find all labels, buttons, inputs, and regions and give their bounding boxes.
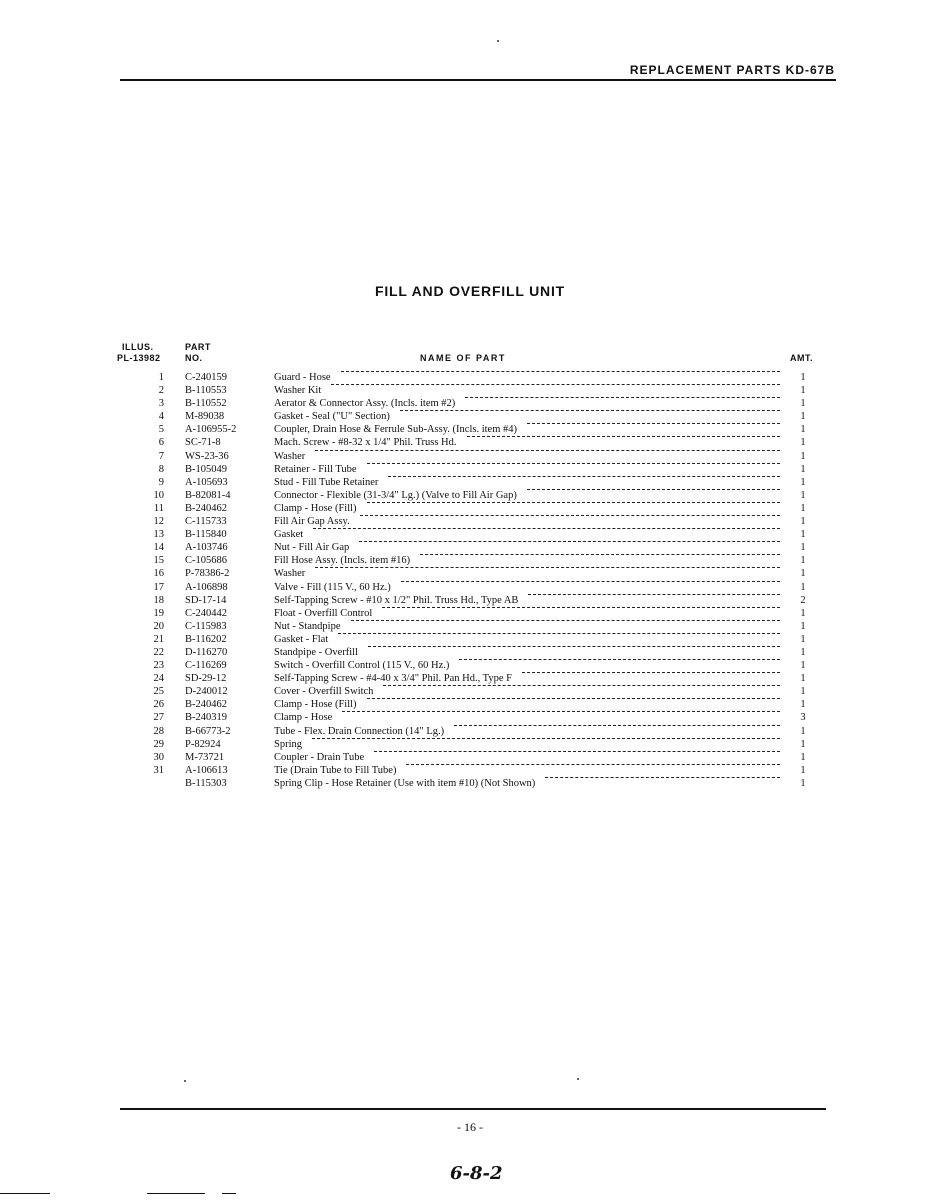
part-amount: 1 (800, 673, 806, 685)
illus-number: 6 (158, 437, 164, 449)
part-amount: 1 (800, 581, 806, 593)
parts-row (0, 607, 947, 620)
parts-row (0, 423, 947, 436)
dash-leader (315, 450, 780, 451)
illus-number: 2 (158, 385, 164, 397)
dash-leader (527, 489, 780, 490)
dash-leader (359, 541, 780, 542)
part-amount: 1 (800, 450, 806, 462)
dash-leader (454, 725, 780, 726)
parts-row (0, 659, 947, 672)
parts-row (0, 489, 947, 502)
part-number: D-240012 (185, 686, 228, 698)
part-amount: 1 (800, 699, 806, 711)
section-title: FILL AND OVERFILL UNIT (374, 283, 565, 299)
parts-row (0, 725, 947, 738)
part-number: D-116270 (185, 646, 228, 658)
part-amount: 1 (800, 529, 806, 541)
dash-leader (382, 607, 780, 608)
part-number: B-82081-4 (185, 489, 231, 501)
illus-column-header: ILLUS. (122, 342, 154, 352)
part-name: Mach. Screw - #8-32 x 1/4" Phil. Truss Hd. (274, 437, 457, 449)
part-amount: 1 (800, 411, 806, 423)
illus-number: 13 (153, 529, 164, 541)
parts-row (0, 567, 947, 580)
part-amount: 1 (800, 437, 806, 449)
part-amount: 1 (800, 502, 806, 514)
part-name: Self-Tapping Screw - #4-40 x 3/4" Phil. Pan Hd., Type F (274, 673, 512, 685)
part-name: Spring Clip - Hose Retainer (Use with item #10) (Not Shown) (274, 777, 536, 789)
part-amount: 1 (800, 633, 806, 645)
part-name: Nut - Standpipe (274, 620, 341, 632)
part-name: Nut - Fill Air Gap (274, 542, 350, 554)
dash-leader (342, 711, 780, 712)
part-amount: 1 (800, 516, 806, 528)
parts-row (0, 410, 947, 423)
part-name: Washer (274, 450, 306, 462)
parts-row (0, 397, 947, 410)
part-number: A-103746 (185, 542, 228, 554)
dash-leader (374, 751, 780, 752)
part-amount: 1 (800, 764, 806, 776)
illus-number: 24 (153, 673, 164, 685)
illus-number: 21 (153, 633, 164, 645)
dash-leader (420, 554, 780, 555)
part-number: B-115840 (185, 529, 227, 541)
dash-leader (315, 567, 780, 568)
part-number: A-105693 (185, 476, 228, 488)
parts-row (0, 515, 947, 528)
illus-number: 8 (158, 463, 164, 475)
dash-leader (465, 397, 780, 398)
part-number: C-115983 (185, 620, 227, 632)
dash-leader (312, 738, 780, 739)
parts-row (0, 698, 947, 711)
part-number: C-115733 (185, 516, 227, 528)
page-number: - 16 - (457, 1120, 483, 1134)
part-name: Coupler - Drain Tube (274, 751, 365, 763)
dash-leader (467, 436, 780, 437)
illus-number: 29 (153, 738, 164, 750)
parts-row (0, 476, 947, 489)
dash-leader (351, 620, 780, 621)
illus-number: 31 (153, 764, 164, 776)
part-number: B-105049 (185, 463, 227, 475)
dash-leader (341, 371, 780, 372)
dash-leader (338, 633, 780, 634)
part-amount: 1 (800, 385, 806, 397)
part-amount: 1 (800, 555, 806, 567)
illus-number: 5 (158, 424, 164, 436)
illus-number: 12 (153, 516, 164, 528)
part-name: Coupler, Drain Hose & Ferrule Sub-Assy. (Incls. item #4) (274, 424, 517, 436)
part-name: Connector - Flexible (31-3/4" Lg.) (Valve to Fill Air Gap) (274, 489, 517, 501)
part-amount: 1 (800, 398, 806, 410)
part-number: A-106613 (185, 764, 228, 776)
scan-edge-marks (0, 1193, 947, 1196)
part-name: Clamp - Hose (Fill) (274, 502, 357, 514)
parts-row (0, 463, 947, 476)
part-number: C-240159 (185, 372, 227, 383)
part-amount: 2 (800, 594, 806, 606)
part-name: Gasket (274, 529, 304, 541)
part-name: Fill Air Gap Assy. (274, 516, 350, 528)
part-name: Standpipe - Overfill (274, 646, 358, 658)
illus-number: 4 (158, 411, 164, 423)
illus-number: 15 (153, 555, 164, 567)
part-number-header: NO. (185, 353, 203, 363)
footer-rule (120, 1108, 826, 1110)
dash-leader (331, 384, 780, 385)
illus-number: 10 (153, 489, 164, 501)
dash-leader (360, 515, 780, 516)
part-name: Switch - Overfill Control (115 V., 60 Hz.) (274, 660, 450, 672)
scan-edge-mark (222, 1193, 236, 1194)
scan-edge-mark (147, 1193, 205, 1194)
handwritten-note: 6-8-2 (450, 1163, 503, 1184)
illus-number: 1 (158, 372, 164, 383)
part-number: WS-23-36 (185, 450, 229, 462)
part-name: Fill Hose Assy. (Incls. item #16) (274, 555, 411, 567)
part-amount: 1 (800, 751, 806, 763)
part-number: B-110553 (185, 385, 227, 397)
parts-row (0, 685, 947, 698)
part-amount: 1 (800, 489, 806, 501)
dash-leader (545, 777, 780, 778)
illus-number: 14 (153, 542, 164, 554)
part-amount: 1 (800, 424, 806, 436)
dash-leader (459, 659, 780, 660)
illus-number: 9 (158, 476, 164, 488)
dash-leader (388, 476, 780, 477)
parts-row (0, 711, 947, 724)
part-number: P-82924 (185, 738, 221, 750)
illus-number: 23 (153, 660, 164, 672)
part-number: B-116202 (185, 633, 227, 645)
part-number: B-115303 (185, 777, 227, 789)
scan-speck (497, 40, 499, 42)
part-number: SD-29-12 (185, 673, 227, 685)
part-number: C-105686 (185, 555, 227, 567)
illus-number: 22 (153, 646, 164, 658)
illus-number: 26 (153, 699, 164, 711)
part-amount: 1 (800, 463, 806, 475)
part-amount: 1 (800, 607, 806, 619)
part-number: B-66773-2 (185, 725, 231, 737)
part-number: A-106955-2 (185, 424, 237, 436)
scan-speck (184, 1080, 186, 1082)
parts-row (0, 594, 947, 607)
part-name: Gasket - Seal ("U" Section) (274, 411, 390, 423)
part-number: B-110552 (185, 398, 227, 410)
part-number: A-106898 (185, 581, 228, 593)
part-amount: 1 (800, 738, 806, 750)
part-amount: 1 (800, 372, 806, 383)
parts-row (0, 502, 947, 515)
parts-row (0, 581, 947, 594)
dash-leader (522, 672, 780, 673)
part-name: Washer (274, 568, 306, 580)
illus-number: 20 (153, 620, 164, 632)
header-rule (120, 79, 836, 81)
parts-row (0, 672, 947, 685)
part-name: Clamp - Hose (274, 712, 333, 724)
parts-row (0, 777, 947, 790)
dash-leader (367, 502, 780, 503)
illus-number: 16 (153, 568, 164, 580)
illus-number: 11 (153, 502, 164, 514)
part-amount: 1 (800, 777, 806, 789)
parts-row (0, 620, 947, 633)
parts-row (0, 738, 947, 751)
parts-row (0, 751, 947, 764)
part-amount: 1 (800, 660, 806, 672)
illus-number: 27 (153, 712, 164, 724)
part-number: M-89038 (185, 411, 225, 423)
part-name: Aerator & Connector Assy. (Incls. item #2) (274, 398, 456, 410)
illus-number: 19 (153, 607, 164, 619)
part-name: Stud - Fill Tube Retainer (274, 476, 379, 488)
part-amount: 1 (800, 646, 806, 658)
dash-leader (527, 423, 780, 424)
part-number: B-240462 (185, 502, 227, 514)
part-name: Guard - Hose (274, 372, 331, 383)
parts-row (0, 633, 947, 646)
parts-row (0, 436, 947, 449)
part-number: B-240462 (185, 699, 227, 711)
part-number: SC-71-8 (185, 437, 221, 449)
dash-leader (368, 646, 780, 647)
illus-number: 3 (158, 398, 164, 410)
part-amount: 1 (800, 620, 806, 632)
part-column-header: PART (185, 342, 211, 352)
illus-number: 18 (153, 594, 164, 606)
part-name: Tube - Flex. Drain Connection (14" Lg.) (274, 725, 445, 737)
illus-plate-number-header: PL-13982 (117, 353, 161, 363)
scan-speck (577, 1078, 579, 1080)
dash-leader (401, 581, 780, 582)
parts-row (0, 528, 947, 541)
dash-leader (367, 698, 780, 699)
part-name: Tie (Drain Tube to Fill Tube) (274, 764, 397, 776)
name-of-part-header: NAME OF PART (420, 353, 506, 363)
amount-column-header: AMT. (790, 353, 813, 363)
part-name: Retainer - Fill Tube (274, 463, 357, 475)
part-name: Gasket - Flat (274, 633, 329, 645)
part-name: Float - Overfill Control (274, 607, 373, 619)
part-amount: 1 (800, 725, 806, 737)
part-number: C-116269 (185, 660, 227, 672)
part-name: Cover - Overfill Switch (274, 686, 374, 698)
part-number: P-78386-2 (185, 568, 230, 580)
parts-row (0, 554, 947, 567)
part-number: C-240442 (185, 607, 227, 619)
illus-number: 7 (158, 450, 164, 462)
part-name: Clamp - Hose (Fill) (274, 699, 357, 711)
dash-leader (313, 528, 780, 529)
dash-leader (367, 463, 780, 464)
parts-row (0, 764, 947, 777)
part-amount: 1 (800, 476, 806, 488)
part-name: Spring (274, 738, 303, 750)
part-amount: 1 (800, 686, 806, 698)
part-name: Valve - Fill (115 V., 60 Hz.) (274, 581, 391, 593)
illus-number: 17 (153, 581, 164, 593)
parts-list (0, 371, 947, 790)
page-header-title: REPLACEMENT PARTS KD-67B (629, 63, 835, 77)
dash-leader (383, 685, 780, 686)
parts-row (0, 450, 947, 463)
parts-row (0, 541, 947, 554)
part-number: M-73721 (185, 751, 225, 763)
illus-number: 25 (153, 686, 164, 698)
scan-edge-mark (0, 1193, 50, 1194)
parts-row (0, 371, 947, 384)
part-name: Washer Kit (274, 385, 322, 397)
illus-number: 28 (153, 725, 164, 737)
dash-leader (528, 594, 780, 595)
illus-number: 30 (153, 751, 164, 763)
part-number: SD-17-14 (185, 594, 227, 606)
part-amount: 1 (800, 568, 806, 580)
dash-leader (406, 764, 780, 765)
part-amount: 1 (800, 542, 806, 554)
part-amount: 3 (800, 712, 806, 724)
part-number: B-240319 (185, 712, 227, 724)
part-name: Self-Tapping Screw - #10 x 1/2" Phil. Truss Hd., Type AB (274, 594, 519, 606)
parts-row (0, 646, 947, 659)
dash-leader (400, 410, 780, 411)
parts-row (0, 384, 947, 397)
